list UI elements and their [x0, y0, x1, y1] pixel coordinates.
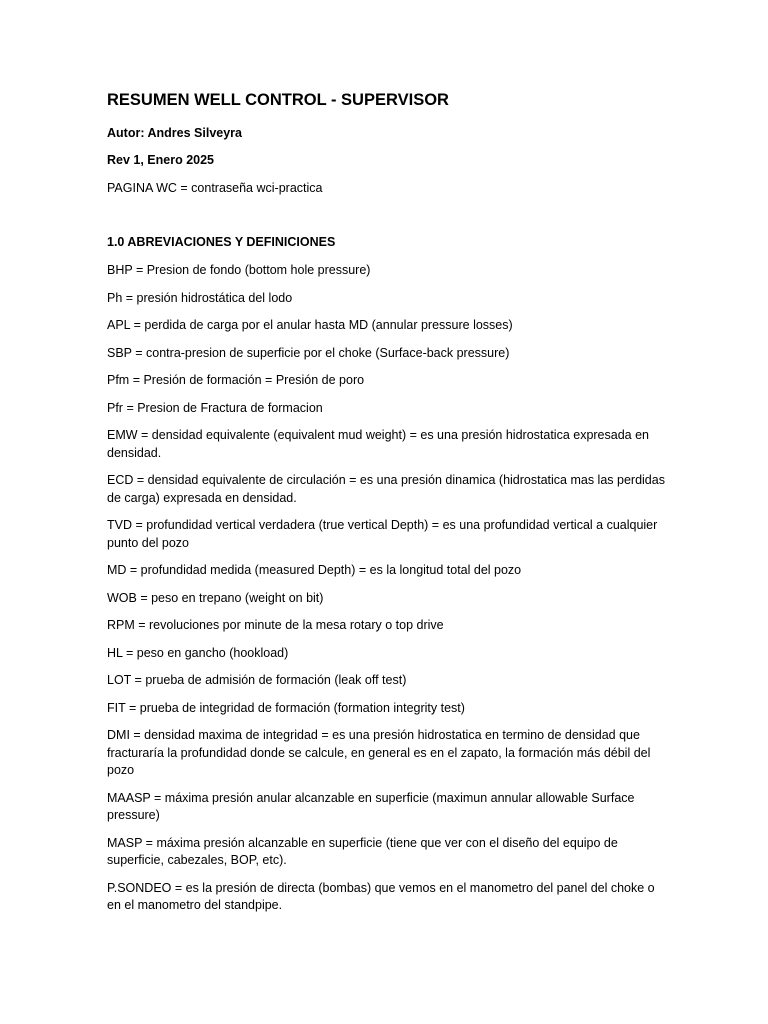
definition-item: BHP = Presion de fondo (bottom hole pressure)	[107, 263, 371, 277]
revision-line: Rev 1, Enero 2025	[107, 153, 215, 167]
definition-item: ECD = densidad equivalente de circulación = es una presión dinamica (hidrostatica mas las perdidas de carga) expresada en densidad.	[107, 473, 665, 505]
section-title: 1.0 ABREVIACIONES Y DEFINICIONES	[107, 235, 336, 249]
definition-item: MASP = máxima presión alcanzable en superficie (tiene que ver con el diseño del equipo de superficie, cabezales, BOP, etc).	[107, 835, 618, 867]
definition-item: P.SONDEO = es la presión de directa (bombas) que vemos en el manometro del panel del choke o en el manometro del standpipe.	[107, 880, 655, 912]
definition-item: MAASP = máxima presión anular alcanzable en superficie (maximun annular allowable Surface pressure)	[107, 790, 635, 822]
definition-item: HL = peso en gancho (hookload)	[107, 645, 289, 660]
definition-item: LOT = prueba de admisión de formación (leak off test)	[107, 673, 407, 687]
definition-item: Pfm = Presión de formación = Presión de poro	[107, 373, 365, 387]
definition-item: Ph = presión hidrostática del lodo	[107, 290, 293, 305]
definition-item: TVD = profundidad vertical verdadera (true vertical Depth) = es una profundidad vertical a cualquier punto del pozo	[107, 518, 658, 550]
definition-item: DMI = densidad maxima de integridad = es una presión hidrostatica en termino de densidad que fracturaría la profundidad donde se calcule, en general es en el zapato, la formación más débil del pozo	[107, 728, 651, 777]
definition-item: EMW = densidad equivalente (equivalent mud weight) = es una presión hidrostatica expresada en densidad.	[107, 428, 649, 460]
definition-item: WOB = peso en trepano (weight on bit)	[107, 590, 324, 605]
definitions-list	[107, 262, 667, 925]
definition-item: FIT = prueba de integridad de formación (formation integrity test)	[107, 700, 465, 715]
definition-item: MD = profundidad medida (measured Depth) = es la longitud total del pozo	[107, 563, 522, 577]
document-title: RESUMEN WELL CONTROL - SUPERVISOR	[107, 91, 449, 109]
author-line: Autor: Andres Silveyra	[107, 126, 242, 140]
definition-item: SBP = contra-presion de superficie por el choke (Surface-back pressure)	[107, 345, 510, 360]
definition-item: Pfr = Presion de Fractura de formacion	[107, 400, 323, 415]
password-note: PAGINA WC = contraseña wci-practica	[107, 181, 323, 195]
definition-item: RPM = revoluciones por minute de la mesa rotary o top drive	[107, 618, 444, 632]
definition-item: APL = perdida de carga por el anular hasta MD (annular pressure losses)	[107, 318, 513, 332]
